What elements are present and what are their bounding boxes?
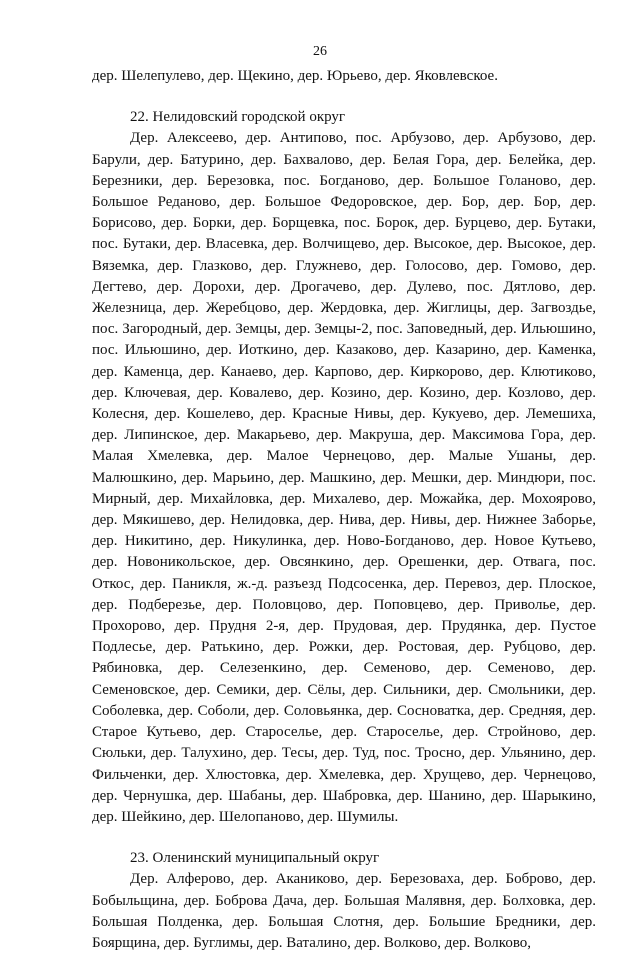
document-body	[92, 66, 596, 954]
section-gap	[92, 828, 596, 848]
section-text-oleninsky: Дер. Алферово, дер. Аканиково, дер. Березоваха, дер. Боброво, дер. Бобыльщина, дер. Боброва Дача, дер. Большая Малявня, дер. Болховка, дер. Большая Полденка, дер. Большая Слотня, дер. Большие Бредники, дер. Боярщина, дер. Буглимы, дер. Ваталино, дер. Волково, дер. Волково,	[92, 871, 596, 951]
page-number: 26	[313, 44, 327, 59]
section-gap	[92, 87, 596, 107]
continuation-paragraph: дер. Шелепулево, дер. Щекино, дер. Юрьево, дер. Яковлевское.	[92, 68, 498, 84]
section-text-nelidovsky: Дер. Алексеево, дер. Антипово, пос. Арбузово, дер. Арбузово, дер. Барули, дер. Батурино, дер. Бахвалово, дер. Белая Гора, дер. Белейка, дер. Березники, дер. Березовка, пос. Богданово, дер. Большое Голаново, дер. Большое Реданово, дер. Большое Федоровское, дер. Бор, дер. Бор, дер. Борисово, дер. Борки, дер. Борщевка, пос. Борок, дер. Бурцево, дер. Бутаки, пос. Бутаки, дер. Власевка, дер. Волчищево, дер. Высокое, дер. Высокое, дер. Вяземка, дер. Глазково, дер. Глужнево, дер. Голосово, дер. Гомово, дер. Дегтево, дер. Дорохи, дер. Дрогачево, дер. Дулево, пос. Дятлово, дер. Железница, дер. Жеребцово, дер. Жердовка, дер. Жиглицы, дер. Загвоздье, пос. Загородный, дер. Земцы, дер. Земцы-2, пос. Заповедный, дер. Ильюшино, пос. Ильюшино, дер. Иоткино, дер. Казаково, дер. Казарино, дер. Каменка, дер. Каменца, дер. Канаево, дер. Карпово, дер. Киркорово, дер. Клютиково, дер. Ключевая, дер. Ковалево, дер. Козино, дер. Козино, дер. Козлово, дер. Колесня, дер. Кошелево, дер. Красные Нивы, дер. Кукуево, дер. Лемешиха, дер. Липинское, дер. Макарьево, дер. Макруша, дер. Максимова Гора, дер. Малая Хмелевка, дер. Малое Чернецово, дер. Малые Ушаны, дер. Малюшкино, дер. Марьино, дер. Машкино, дер. Мешки, дер. Миндюри, пос. Мирный, дер. Михайловка, дер. Михалево, дер. Можайка, дер. Мохоярово, дер. Мякишево, дер. Нелидовка, дер. Нива, дер. Нивы, дер. Нижнее Заборье, дер. Никитино, дер. Никулинка, дер. Ново-Богданово, дер. Новое Кутьево, дер. Новоникольское, дер. Овсянкино, дер. Орешенки, дер. Отвага, пос. Откос, дер. Паникля, ж.-д. разъезд Подсосенка, дер. Перевоз, дер. Плоское, дер. Подберезье, дер. Половцово, дер. Поповцево, дер. Приволье, дер. Прохорово, дер. Прудня 2-я, дер. Прудовая, дер. Прудянка, дер. Пустое Подлесье, дер. Ратькино, дер. Рожки, дер. Ростовая, дер. Рубцово, дер. Рябиновка, дер. Селезенкино, дер. Семеново, дер. Семеново, дер. Семеновское, дер. Семики, дер. Сёлы, дер. Сильники, дер. Смольники, дер. Соболевка, дер. Соболи, дер. Соловьянка, дер. Сосноватка, дер. Средняя, дер. Старое Кутьево, дер. Староселье, дер. Староселье, дер. Стройново, дер. Сюльки, дер. Талухино, дер. Тесы, дер. Туд, пос. Тросно, дер. Ульянино, дер. Фильченки, дер. Хлюстовка, дер. Хмелевка, дер. Хрущево, дер. Чернецово, дер. Чернушка, дер. Шабаны, дер. Шабровка, дер. Шанино, дер. Шарыкино, дер. Шейкино, дер. Шелопаново, дер. Шумилы.	[92, 130, 596, 825]
section-heading-oleninsky: 23. Оленинский муниципальный округ	[130, 850, 380, 867]
section-heading-nelidovsky: 22. Нелидовский городской округ	[130, 109, 346, 126]
